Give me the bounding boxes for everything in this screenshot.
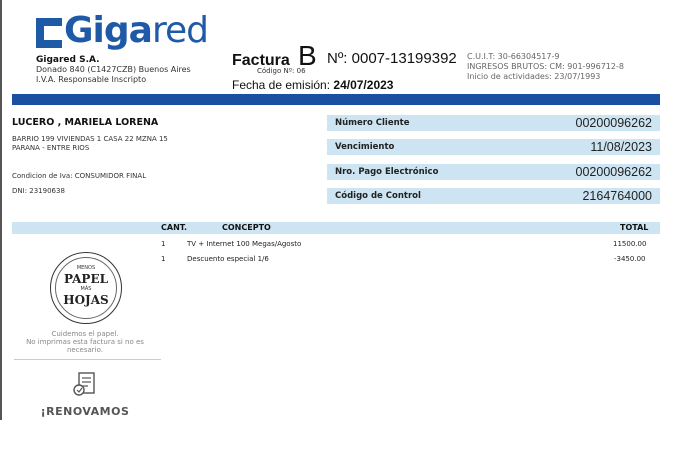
row-cant: 1: [161, 240, 166, 248]
invoice-date-label: Fecha de emisión:: [232, 78, 331, 92]
invoice-number: Nº: 0007-13199392: [327, 50, 457, 67]
promo-message: [14, 330, 156, 354]
row-concepto: Descuento especial 1/6: [187, 255, 269, 263]
invoice-letter: B: [298, 40, 317, 71]
client-address-line1: BARRIO 199 VIVIENDAS 1 CASA 22 MZNA 15: [12, 135, 168, 143]
row-concepto: TV + Internet 100 Megas/Agosto: [187, 240, 302, 248]
tax-inicio-actividades: Inicio de actividades: 23/07/1993: [467, 72, 601, 81]
items-table-header: [12, 222, 660, 234]
header-divider-bar: [12, 94, 660, 105]
company-address: Donado 840 (C1427CZB) Buenos Aires: [36, 65, 191, 74]
info-row-vencimiento: [327, 139, 660, 155]
logo-text-red: red: [151, 10, 208, 51]
info-label: Vencimiento: [335, 142, 395, 152]
invoice-date-value: 24/07/2023: [333, 78, 394, 92]
promo-text-line2: No imprimas esta factura si no es necesario.: [26, 338, 144, 354]
invoice-date: [232, 78, 393, 92]
company-info: [36, 55, 191, 85]
tax-ingresos-brutos: INGRESOS BRUTOS: CM: 901-996712-8: [467, 62, 624, 71]
badge-text-hojas: HOJAS: [63, 293, 109, 307]
badge-text-papel: PAPEL: [63, 272, 109, 286]
client-iva-condition: Condicion de Iva: CONSUMIDOR FINAL: [12, 172, 147, 180]
client-name: LUCERO , MARIELA LORENA: [12, 117, 159, 128]
tax-cuit: C.U.I.T: 30-66304517-9: [467, 52, 560, 61]
badge-text-mas: MÁS: [80, 286, 92, 292]
gigared-logo: [36, 10, 208, 51]
row-total: 11500.00: [613, 240, 647, 248]
renovamos-label: ¡RENOVAMOS: [40, 405, 130, 418]
col-header-concepto: CONCEPTO: [222, 223, 271, 232]
col-header-cant: CANT.: [161, 223, 188, 232]
info-label: Número Cliente: [335, 118, 410, 128]
col-header-total: TOTAL: [620, 223, 649, 232]
info-label: Código de Control: [335, 191, 421, 201]
info-row-numero-cliente: [327, 115, 660, 131]
info-value: 2164764000: [582, 189, 652, 203]
row-total: -3450.00: [614, 255, 646, 263]
info-value: 00200096262: [575, 165, 652, 179]
info-value: 11/08/2023: [590, 140, 652, 154]
client-dni: DNI: 23190638: [12, 187, 65, 195]
info-value: 00200096262: [575, 116, 652, 130]
promo-divider: [14, 359, 161, 360]
info-label: Nro. Pago Electrónico: [335, 167, 439, 177]
renew-document-icon: [70, 370, 100, 400]
page-left-border: [0, 0, 2, 420]
logo-text-giga: Giga: [64, 10, 152, 51]
info-row-nro-pago-electronico: [327, 164, 660, 180]
client-address: [12, 135, 168, 153]
row-cant: 1: [161, 255, 166, 263]
promo-text-line1: Cuidemos el papel.: [51, 330, 119, 338]
company-name: Gigared S.A.: [36, 55, 100, 65]
tax-info: [467, 52, 624, 82]
logo-mark-icon: [36, 18, 62, 48]
info-row-codigo-control: [327, 188, 660, 204]
client-address-line2: PARANA - ENTRE RIOS: [12, 144, 90, 152]
invoice-label: Factura: [232, 52, 290, 69]
badge-text-menos: MENOS: [76, 265, 96, 271]
company-iva: I.V.A. Responsable Inscripto: [36, 75, 147, 84]
invoice-code: Código Nº: 06: [257, 67, 306, 75]
